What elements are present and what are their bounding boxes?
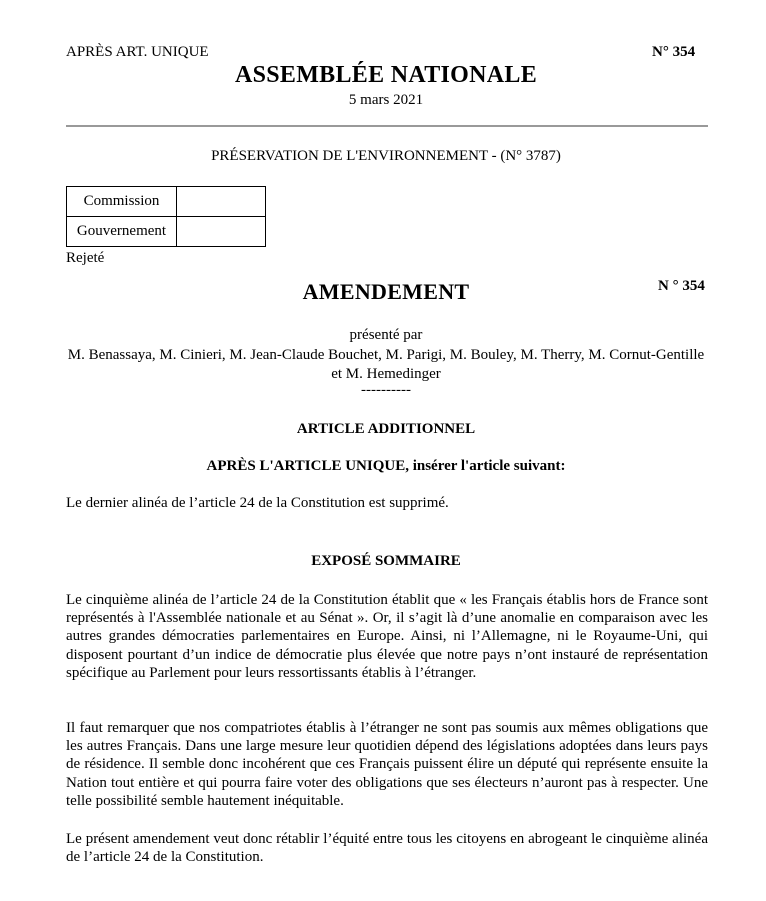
expose-paragraph: Le présent amendement veut donc rétablir l’équité entre tous les citoyens en abrogeant le cinquième alinéa de l’article 24 de la Constitution.: [66, 831, 708, 866]
bill-title: PRÉSERVATION DE L'ENVIRONNEMENT - (N° 3787): [211, 148, 561, 164]
authors-list: M. Benassaya, M. Cinieri, M. Jean-Claude Bouchet, M. Parigi, M. Bouley, M. Therry, M. Cornut-Gentille et M. Hemedinger: [67, 347, 705, 382]
separator: ----------: [361, 382, 411, 398]
status-value: [177, 217, 266, 247]
amendment-number-header: N° 354: [652, 44, 696, 60]
article-text: Le dernier alinéa de l’article 24 de la Constitution est supprimé.: [66, 495, 449, 511]
document-date: 5 mars 2021: [348, 92, 424, 108]
result-status: Rejeté: [66, 250, 105, 266]
article-instruction: APRÈS L'ARTICLE UNIQUE, insérer l'article suivant:: [206, 458, 566, 474]
amendment-number: N ° 354: [658, 278, 705, 294]
amendment-title: AMENDEMENT: [302, 279, 470, 304]
status-label: Commission: [67, 187, 177, 217]
status-row-gouvernement: [67, 217, 266, 247]
status-value: [177, 187, 266, 217]
status-label: Gouvernement: [67, 217, 177, 247]
presented-by: présenté par: [349, 327, 423, 343]
status-table: [66, 186, 266, 247]
expose-paragraph: Le cinquième alinéa de l’article 24 de la Constitution établit que « les Français établis hors de France sont représentés à l'Assemblée nationale et au Sénat ». Or, il s’agit là d’une anomalie en comparaison avec les autres grandes démocraties parlementaires en Europe. Ainsi, ni l’Allemagne, ni le Royaume-Uni, qui disposent pourtant d’un indice de démocratie plus élevée que notre pays n’ont instauré de représentation spécifique au Parlement pour leurs ressortissants établis à l’étranger.: [66, 592, 708, 681]
header-divider: [66, 125, 708, 127]
article-heading: ARTICLE ADDITIONNEL: [296, 421, 476, 437]
status-row-commission: [67, 187, 266, 217]
expose-heading: EXPOSÉ SOMMAIRE: [311, 553, 461, 569]
expose-paragraph: Il faut remarquer que nos compatriotes établis à l’étranger ne sont pas soumis aux mêmes obligations que les autres Français. Dans une large mesure leur quotidien dépend des législations adoptées dans leurs pays de résidence. Il semble donc incohérent que ces Français puissent élire un député qui représente ensuite la Nation tout entière et qui pourra faire voter des obligations que ses électeurs n’auront pas à respecter. Une telle possibilité semble hautement inéquitable.: [66, 720, 708, 809]
document-title: ASSEMBLÉE NATIONALE: [235, 62, 537, 88]
article-position-label: APRÈS ART. UNIQUE: [66, 44, 209, 60]
